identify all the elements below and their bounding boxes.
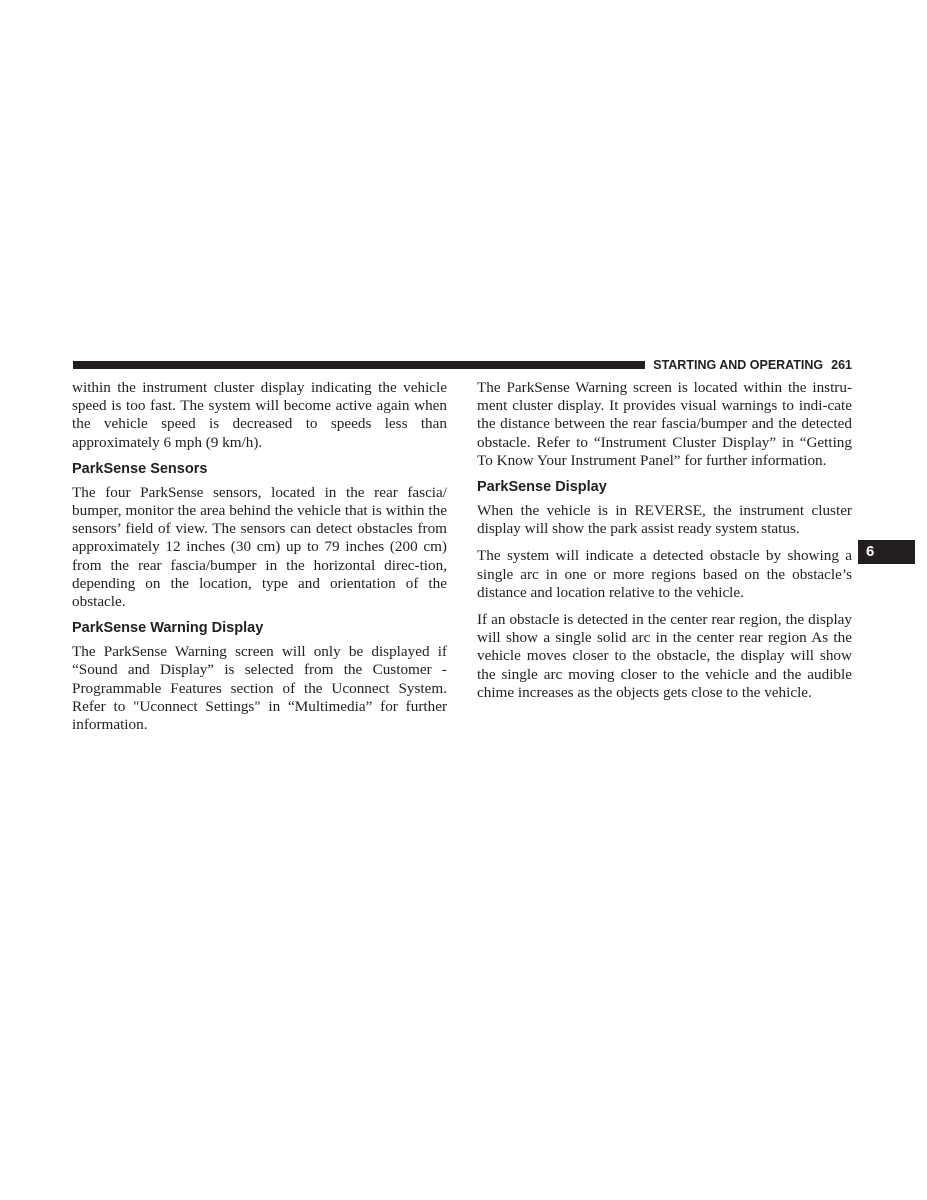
intro-paragraph: within the instrument cluster display indicating the vehicle speed is too fast. The system will become active again when the vehicle speed is decreased to speeds less than approximately 6 mph (9 km/h). <box>72 379 447 451</box>
display-heading: ParkSense Display <box>477 479 607 496</box>
running-header <box>652 356 852 374</box>
center-region-paragraph: If an obstacle is detected in the center rear region, the display will show a single solid arc in the center rear region As the vehicle moves closer to the obstacle, the display will show the single arc moving closer to the vehicle and the audible chime increases as the objects gets close to the vehicle. <box>477 611 852 701</box>
page-number: 261 <box>831 358 852 372</box>
header-rule <box>73 361 645 369</box>
reverse-paragraph: When the vehicle is in REVERSE, the instrument cluster display will show the park assist ready system status. <box>477 502 852 538</box>
section-title: STARTING AND OPERATING <box>653 358 824 372</box>
right-column <box>477 379 852 702</box>
warning-screen-paragraph: The ParkSense Warning screen is located within the instru-ment cluster display. It provides visual warnings to indi-cate the distance between the rear fascia/bumper and the detected obstacle. Refer to “Instrument Cluster Display” in “Getting To Know Your Instrument Panel” for further information. <box>477 379 852 469</box>
chapter-tab: 6 <box>858 540 915 564</box>
warning-display-heading: ParkSense Warning Display <box>72 620 264 637</box>
arc-paragraph: The system will indicate a detected obstacle by showing a single arc in one or more regions based on the obstacle’s distance and location relative to the vehicle. <box>477 547 852 601</box>
sensors-paragraph: The four ParkSense sensors, located in the rear fascia/ bumper, monitor the area behind the vehicle that is within the sensors’ field of view. The sensors can detect obstacles from approximately 12 inches (30 cm) up to 79 inches (200 cm) from the rear fascia/bumper in the horizontal direc-tion, depending on the location, type and orientation of the obstacle. <box>72 483 447 611</box>
sensors-heading: ParkSense Sensors <box>72 460 208 477</box>
left-column <box>72 379 447 734</box>
warning-display-paragraph: The ParkSense Warning screen will only be displayed if “Sound and Display” is selected from the Customer - Programmable Features section of the Uconnect System. Refer to "Uconnect Settings" in “Multimedia” for further information. <box>72 643 447 734</box>
